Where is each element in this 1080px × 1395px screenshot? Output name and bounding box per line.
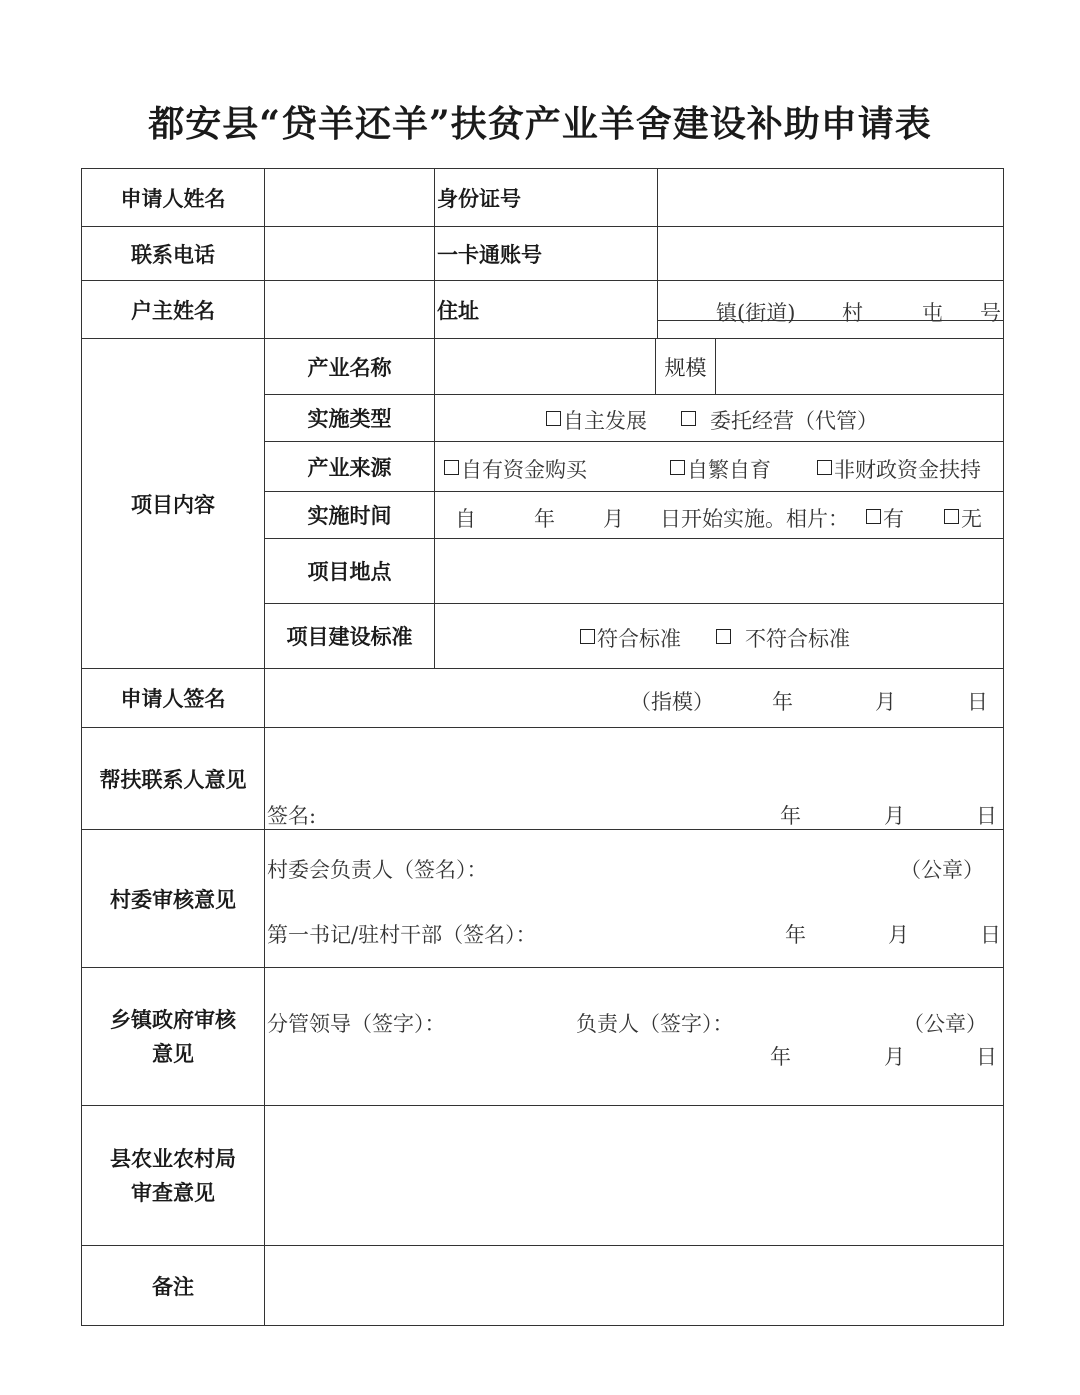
- scale-field[interactable]: [716, 339, 1003, 394]
- township-year: 年: [770, 1045, 791, 1069]
- impl-type-label: 实施类型: [307, 407, 392, 431]
- village-day: 日: [980, 923, 1001, 947]
- contact-opinion-label: 帮扶联系人意见: [99, 767, 247, 792]
- secretary-sign: 第一书记/驻村干部（签名）：: [267, 923, 537, 947]
- applicant-name-label: 申请人姓名: [120, 186, 226, 211]
- id-number-label: 身份证号: [437, 186, 521, 211]
- address-village: 村: [842, 301, 863, 325]
- checkbox-icon[interactable]: [444, 460, 459, 475]
- impl-time-from: 自: [455, 507, 476, 531]
- village-seal: （公章）: [900, 858, 984, 882]
- township-seal: （公章）: [903, 1012, 987, 1036]
- form-title: 都安县“贷羊还羊”扶贫产业羊舍建设补助申请表: [148, 103, 932, 145]
- project-content-label: 项目内容: [131, 492, 215, 517]
- township-head-sign: 负责人（签字）：: [576, 1012, 734, 1036]
- remarks-field[interactable]: [265, 1246, 1003, 1325]
- industry-name-label: 产业名称: [307, 355, 392, 380]
- standard-option-noncompliant[interactable]: 不符合标准: [716, 623, 850, 653]
- impl-type-option-entrusted[interactable]: 委托经营（代管）: [681, 405, 878, 435]
- county-review-label: 县农业农村局 审查意见: [110, 1146, 236, 1205]
- address-town: 镇(街道): [716, 301, 796, 325]
- fingerprint-text: （指模）: [630, 690, 714, 714]
- impl-time-label: 实施时间: [307, 504, 392, 528]
- source-option-own-funds[interactable]: 自有资金购买: [444, 454, 587, 484]
- standard-label: 项目建设标准: [286, 625, 413, 649]
- address-number: 号: [980, 301, 1001, 325]
- industry-name-field[interactable]: [436, 339, 655, 394]
- checkbox-icon[interactable]: [866, 509, 881, 524]
- sign-month: 月: [875, 690, 896, 714]
- township-month: 月: [884, 1045, 905, 1069]
- address-tun: 屯: [922, 301, 943, 325]
- photo-option-yes[interactable]: 有: [866, 503, 904, 533]
- sign-year: 年: [772, 690, 793, 714]
- impl-time-year: 年: [534, 507, 555, 531]
- township-leader-sign: 分管领导（签字）：: [267, 1012, 446, 1036]
- source-option-self-breeding[interactable]: 自繁自育: [670, 454, 771, 484]
- checkbox-icon[interactable]: [681, 411, 696, 426]
- impl-time-start-text: 日开始实施。相片：: [660, 507, 849, 531]
- checkbox-icon[interactable]: [670, 460, 685, 475]
- source-option-non-fiscal[interactable]: 非财政资金扶持: [817, 454, 981, 484]
- standard-option-compliant[interactable]: 符合标准: [580, 623, 681, 653]
- householder-name-label: 户主姓名: [131, 298, 215, 323]
- checkbox-icon[interactable]: [546, 411, 561, 426]
- township-day: 日: [976, 1045, 997, 1069]
- source-label: 产业来源: [307, 455, 392, 480]
- location-field[interactable]: [436, 539, 1003, 603]
- sign-day: 日: [967, 690, 988, 714]
- applicant-name-field[interactable]: [265, 169, 434, 226]
- township-review-label: 乡镇政府审核 意见: [110, 1007, 236, 1066]
- address-label: 住址: [437, 298, 479, 323]
- impl-type-option-self[interactable]: 自主发展: [546, 405, 647, 435]
- county-review-field[interactable]: [265, 1106, 1003, 1245]
- scale-label: 规模: [664, 355, 707, 380]
- impl-time-month: 月: [603, 507, 624, 531]
- id-number-field[interactable]: [658, 169, 1003, 226]
- card-account-label: 一卡通账号: [437, 242, 542, 267]
- card-account-field[interactable]: [658, 227, 1003, 280]
- checkbox-icon[interactable]: [716, 629, 731, 644]
- checkbox-icon[interactable]: [817, 460, 832, 475]
- contact-year: 年: [780, 804, 801, 828]
- contact-day: 日: [976, 804, 997, 828]
- village-year: 年: [785, 923, 806, 947]
- checkbox-icon[interactable]: [580, 629, 595, 644]
- location-label: 项目地点: [307, 560, 392, 584]
- checkbox-icon[interactable]: [944, 509, 959, 524]
- contact-sign-label: 签名:: [267, 804, 317, 828]
- village-head-sign: 村委会负责人（签名）：: [267, 858, 488, 882]
- village-month: 月: [888, 923, 909, 947]
- applicant-signature-label: 申请人签名: [120, 687, 226, 711]
- phone-label: 联系电话: [131, 242, 215, 267]
- contact-month: 月: [884, 804, 905, 828]
- village-review-label: 村委审核意见: [110, 887, 236, 912]
- householder-name-field[interactable]: [265, 281, 434, 338]
- remarks-label: 备注: [152, 1274, 194, 1299]
- photo-option-no[interactable]: 无: [944, 503, 982, 533]
- phone-field[interactable]: [265, 227, 434, 280]
